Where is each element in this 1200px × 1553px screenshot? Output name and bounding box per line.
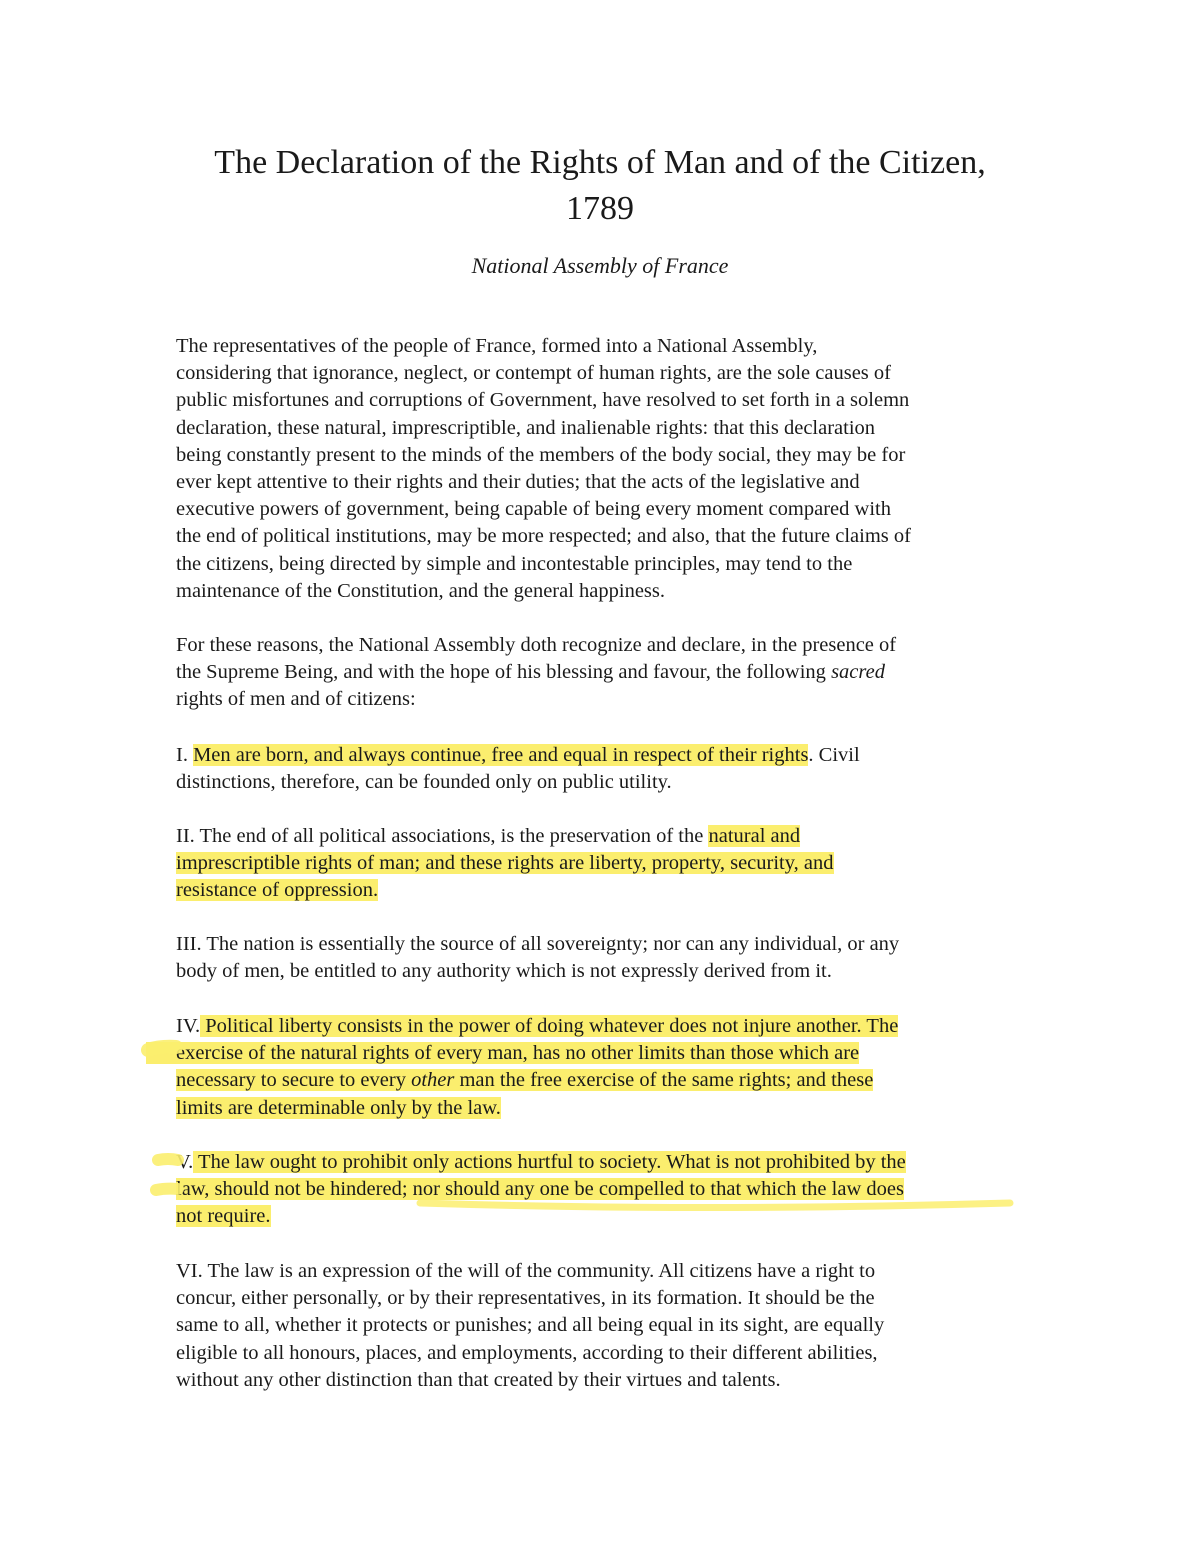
article-2 bbox=[176, 823, 1056, 905]
preamble-line: being constantly present to the minds of the members of the body social, they may be for bbox=[176, 443, 906, 466]
article-4-highlight: exercise of the natural rights of every man, has no other limits than those which are bbox=[146, 1042, 859, 1064]
article-5-line bbox=[176, 1149, 1056, 1176]
preamble-line: the citizens, being directed by simple and incontestable principles, may tend to the bbox=[176, 552, 853, 575]
article-5-highlight: The law ought to prohibit only actions hurtful to society. What is not prohibited by the bbox=[193, 1151, 906, 1173]
article-1-line: distinctions, therefore, can be founded only on public utility. bbox=[176, 771, 672, 794]
title-line-2: 1789 bbox=[566, 190, 634, 227]
article-5-line bbox=[176, 1176, 1056, 1203]
article-6 bbox=[176, 1258, 1056, 1394]
highlighter-stroke-article-5-b bbox=[156, 1189, 178, 1190]
article-4-text: necessary to secure to every bbox=[176, 1069, 412, 1092]
reasons-text: the Supreme Being, and with the hope of his blessing and favour, the following bbox=[176, 661, 832, 684]
preamble-line: the end of political institutions, may be more respected; and also, that the future claims of bbox=[176, 525, 911, 548]
article-2-highlight: imprescriptible rights of man; and these rights are liberty, property, security, and bbox=[176, 852, 834, 875]
article-1-highlight: Men are born, and always continue, free and equal in respect of their rights bbox=[193, 744, 809, 766]
article-5-numeral: V. bbox=[176, 1151, 194, 1173]
article-4-line bbox=[176, 1013, 1056, 1040]
preamble-line: public misfortunes and corruptions of Government, have resolved to set forth in a solemn bbox=[176, 389, 910, 412]
article-5-highlight: law, should not be hindered; nor should any one be compelled to that which the law does bbox=[176, 1178, 904, 1201]
article-2-text: II. The end of all political associations, is the preservation of the bbox=[176, 825, 709, 847]
article-6-line: same to all, whether it protects or punishes; and all being equal in its sight, are equally bbox=[176, 1314, 885, 1337]
preamble-line: considering that ignorance, neglect, or contempt of human rights, are the sole causes of bbox=[176, 362, 891, 385]
preamble-line: ever kept attentive to their rights and their duties; that the acts of the legislative and bbox=[176, 471, 860, 494]
article-3-line: III. The nation is essentially the source of all sovereignty; nor can any individual, or any bbox=[176, 933, 900, 955]
article-4-numeral: IV. bbox=[176, 1015, 201, 1037]
article-5-line bbox=[176, 1203, 1056, 1230]
article-4 bbox=[176, 1013, 1056, 1122]
reasons-paragraph bbox=[176, 632, 1056, 714]
reasons-line bbox=[176, 659, 1056, 686]
article-4-highlight bbox=[176, 1069, 873, 1091]
article-2-line bbox=[176, 823, 1056, 850]
article-2-highlight: natural and bbox=[708, 825, 801, 847]
document-subtitle: National Assembly of France bbox=[471, 253, 729, 278]
article-4-text: man the free exercise of the same rights; and these bbox=[454, 1069, 874, 1092]
preamble-line: declaration, these natural, imprescriptible, and inalienable rights: that this declaration bbox=[176, 416, 876, 439]
preamble-line: maintenance of the Constitution, and the general happiness. bbox=[176, 579, 666, 602]
article-1 bbox=[176, 742, 1056, 796]
preamble-paragraph bbox=[176, 333, 1056, 605]
article-6-line: VI. The law is an expression of the will of the community. All citizens have a right to bbox=[176, 1260, 876, 1282]
article-6-line: without any other distinction than that created by their virtues and talents. bbox=[176, 1368, 781, 1391]
article-6-line: eligible to all honours, places, and employments, according to their different abilities, bbox=[176, 1341, 878, 1364]
preamble-line: executive powers of government, being capable of being every moment compared with bbox=[176, 498, 891, 521]
article-6-line: concur, either personally, or by their representatives, in its formation. It should be the bbox=[176, 1287, 875, 1310]
article-1-line bbox=[176, 742, 1056, 769]
article-1-text: . Civil bbox=[808, 744, 860, 766]
article-2-highlight: resistance of oppression. bbox=[176, 879, 379, 902]
article-4-italic-other: other bbox=[411, 1069, 455, 1092]
title-line-1: The Declaration of the Rights of Man and of the Citizen, bbox=[214, 144, 986, 181]
article-5-highlight: not require. bbox=[176, 1205, 271, 1228]
article-4-line bbox=[176, 1040, 1056, 1067]
article-4-highlight: Political liberty consists in the power of doing whatever does not injure another. The bbox=[200, 1015, 899, 1037]
document-title bbox=[150, 140, 1050, 232]
article-4-line bbox=[176, 1095, 1056, 1122]
article-1-numeral: I. bbox=[176, 744, 188, 766]
article-3-line: body of men, be entitled to any authority which is not expressly derived from it. bbox=[176, 960, 832, 983]
highlighter-stroke-article-5-a bbox=[158, 1159, 178, 1160]
article-5 bbox=[176, 1149, 1056, 1231]
article-2-line bbox=[176, 850, 1056, 877]
reasons-line: For these reasons, the National Assembly doth recognize and declare, in the presence of bbox=[176, 634, 897, 656]
article-4-highlight: limits are determinable only by the law. bbox=[176, 1096, 501, 1119]
preamble-line: The representatives of the people of France, formed into a National Assembly, bbox=[176, 335, 818, 357]
reasons-italic-sacred: sacred bbox=[831, 661, 885, 684]
article-4-line bbox=[176, 1067, 1056, 1094]
article-2-line bbox=[176, 877, 1056, 904]
article-3 bbox=[176, 931, 1056, 985]
reasons-line: rights of men and of citizens: bbox=[176, 688, 416, 711]
